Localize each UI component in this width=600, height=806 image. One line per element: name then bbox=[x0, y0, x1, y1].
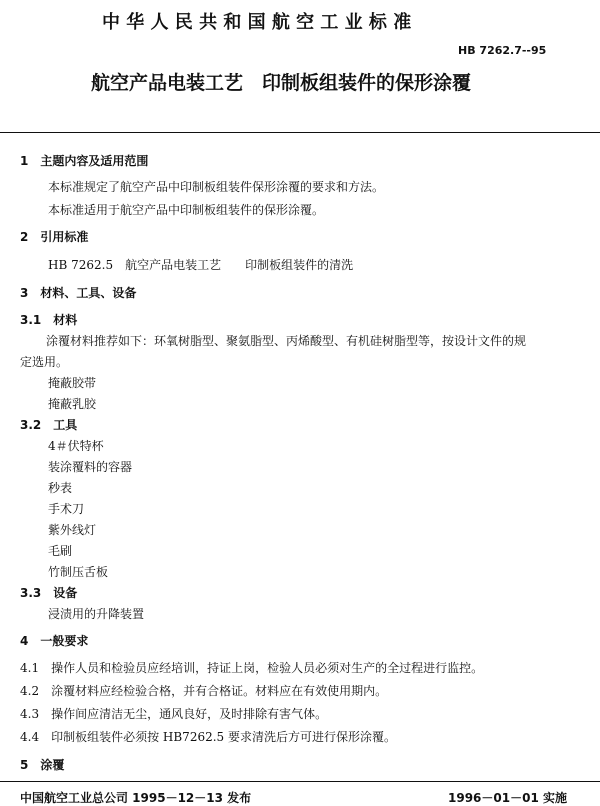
section-3-2-heading: 3.2 工具 bbox=[20, 418, 78, 432]
tool-item: 手术刀 bbox=[48, 502, 85, 516]
section-2-heading: 2 引用标准 bbox=[20, 230, 89, 244]
org-title: 中 华 人 民 共 和 国 航 空 工 业 标 准 bbox=[102, 12, 412, 33]
section-3-1-text: 涂覆材料推荐如下：环氧树脂型、聚氨脂型、丙烯酸型、有机硅树脂型等，按设计文件的规 bbox=[46, 334, 527, 348]
section-3-1-text-continued: 定选用。 bbox=[20, 355, 69, 369]
material-item: 掩蔽胶带 bbox=[48, 376, 97, 390]
section-1-paragraph-1: 本标准规定了航空产品中印制板组装件保形涂覆的要求和方法。 bbox=[48, 180, 385, 194]
referenced-standard: HB 7262.5 航空产品电装工艺 印制板组装件的清洗 bbox=[48, 258, 354, 272]
requirement-item: 4.2 涂覆材料应经检验合格，并有合格证。材料应在有效使用期内。 bbox=[20, 684, 388, 698]
document-title: 航空产品电装工艺 印制板组装件的保形涂覆 bbox=[91, 72, 472, 94]
requirement-item: 4.4 印制板组装件必须按 HB7262.5 要求清洗后方可进行保形涂覆。 bbox=[20, 730, 396, 744]
tool-item: 4＃伏特杯 bbox=[48, 439, 104, 453]
issue-date: 中国航空工业总公司 1995－12－13 发布 bbox=[20, 791, 252, 805]
tool-item: 紫外线灯 bbox=[48, 523, 97, 537]
section-1-heading: 1 主题内容及适用范围 bbox=[20, 154, 149, 168]
section-4-heading: 4 一般要求 bbox=[20, 634, 89, 648]
tool-item: 秒表 bbox=[48, 481, 73, 495]
footer-rule bbox=[0, 781, 600, 782]
section-3-3-heading: 3.3 设备 bbox=[20, 586, 78, 600]
section-1-paragraph-2: 本标准适用于航空产品中印制板组装件的保形涂覆。 bbox=[48, 203, 325, 217]
tool-item: 毛刷 bbox=[48, 544, 73, 558]
section-3-1-heading: 3.1 材料 bbox=[20, 313, 78, 327]
requirement-item: 4.3 操作间应清洁无尘，通风良好，及时排除有害气体。 bbox=[20, 707, 328, 721]
header-rule bbox=[0, 132, 600, 133]
tool-item: 装涂覆料的容器 bbox=[48, 460, 133, 474]
standard-code: HB 7262.7--95 bbox=[458, 44, 547, 57]
section-5-heading: 5 涂覆 bbox=[20, 758, 65, 772]
effective-date: 1996－01－01 实施 bbox=[448, 791, 567, 805]
section-3-heading: 3 材料、工具、设备 bbox=[20, 286, 137, 300]
equipment-item: 浸渍用的升降装置 bbox=[48, 607, 145, 621]
requirement-item: 4.1 操作人员和检验员应经培训，持证上岗，检验人员必须对生产的全过程进行监控。 bbox=[20, 661, 484, 675]
tool-item: 竹制压舌板 bbox=[48, 565, 109, 579]
material-item: 掩蔽乳胶 bbox=[48, 397, 97, 411]
